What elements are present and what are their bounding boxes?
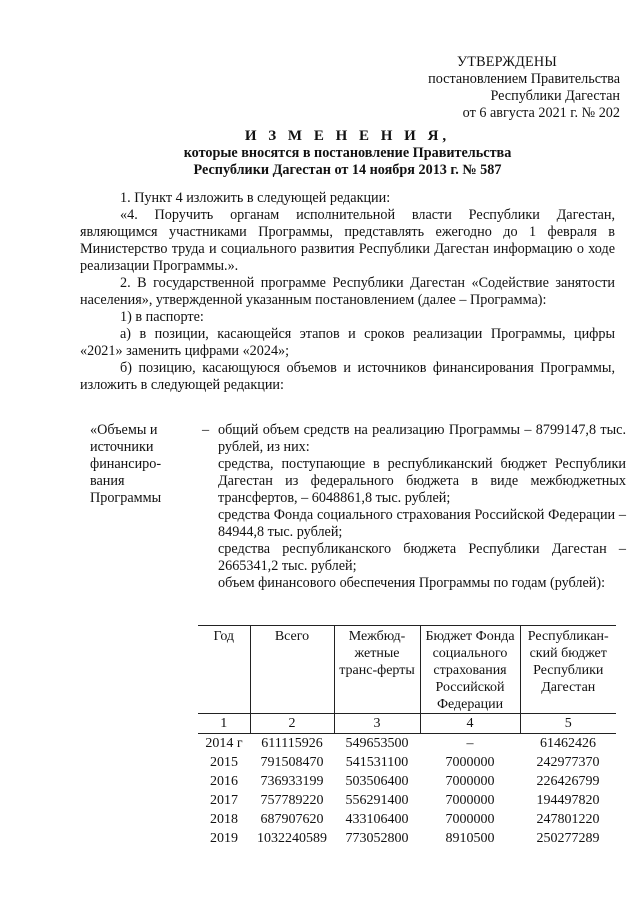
table-cell: 7000000 — [445, 755, 495, 770]
table-cell: 556291400 — [345, 793, 409, 808]
table-cell: 773052800 — [345, 831, 409, 846]
table-cell: 1032240589 — [257, 831, 327, 846]
passport-label-line: Программы — [90, 490, 162, 506]
table-cell: 433106400 — [345, 812, 409, 827]
table-cell: 7000000 — [445, 774, 495, 789]
table-cell: 194497820 — [536, 793, 600, 808]
table-cell: 250277289 — [536, 831, 600, 846]
paragraph: а) в позиции, касающейся этапов и сроков реализации Программы, цифры «2021» заменить цифрами «2024»; — [80, 326, 615, 359]
table-header-row — [198, 626, 616, 714]
table-cell: 61462426 — [540, 736, 596, 751]
document-body — [80, 190, 615, 394]
table-row — [198, 753, 616, 772]
passport-item: средства республиканского бюджета Республики Дагестан – 2665341,2 тыс. рублей; — [218, 541, 626, 574]
passport-item: средства, поступающие в республиканский бюджет Республики Дагестан из федерального бюджета в виде межбюджетных трансфертов, – 6048861,8 тыс. рублей; — [218, 456, 626, 506]
table-cell: 7000000 — [445, 812, 495, 827]
table-cell: 503506400 — [345, 774, 409, 789]
table-cell: 757789220 — [260, 793, 324, 808]
approval-date: от 6 августа 2021 г. № 202 — [462, 105, 620, 121]
column-header: Всего — [250, 626, 334, 714]
approval-line: постановлением Правительства — [428, 71, 620, 87]
document-title — [80, 128, 615, 179]
table-cell: 8910500 — [445, 831, 495, 846]
column-header: Межбюд-жетные транс-ферты — [334, 626, 420, 714]
paragraph: «4. Поручить органам исполнительной власти Республики Дагестан, являющимся участниками Программы, представлять ежегодно до 1 февраля в Министерство труда и социального развития Республики Дагестан информацию о ходе реализации Программы.». — [80, 207, 615, 274]
column-number: 1 — [198, 714, 250, 734]
column-number: 3 — [334, 714, 420, 734]
table-cell: 2019 — [210, 831, 238, 846]
table-cell: 611115926 — [261, 736, 323, 751]
table-cell: 549653500 — [345, 736, 409, 751]
table-row — [198, 829, 616, 848]
financing-table — [198, 625, 616, 848]
column-number-row — [198, 714, 616, 734]
passport-label-line: источники — [90, 439, 154, 455]
passport-item: общий объем средств на реализацию Программы – 8799147,8 тыс. рублей, из них: — [218, 422, 626, 455]
passport-label-line: «Объемы и — [90, 422, 158, 438]
table-cell: 2015 — [210, 755, 238, 770]
column-header: Республикан-ский бюджет Республики Дагестан — [520, 626, 616, 714]
table-row — [198, 772, 616, 791]
column-header: Бюджет Фонда социального страхования Российской Федерации — [420, 626, 520, 714]
paragraph: б) позицию, касающуюся объемов и источников финансирования Программы, изложить в следующей редакции: — [80, 360, 615, 393]
column-number: 4 — [420, 714, 520, 734]
passport-content — [218, 422, 626, 592]
table-cell: 2016 — [210, 774, 238, 789]
column-header: Год — [198, 626, 250, 714]
passport-item: средства Фонда социального страхования Российской Федерации – 84944,8 тыс. рублей; — [218, 507, 626, 540]
paragraph: 1. Пункт 4 изложить в следующей редакции: — [120, 190, 391, 206]
table-cell: 791508470 — [260, 755, 324, 770]
table-cell: 2014 г — [205, 736, 243, 751]
passport-label — [90, 422, 190, 507]
table-cell: 242977370 — [536, 755, 600, 770]
table-row — [198, 791, 616, 810]
passport-label-line: вания — [90, 473, 125, 489]
table-cell: 736933199 — [260, 774, 324, 789]
table-row — [198, 810, 616, 829]
table-cell: 2017 — [210, 793, 238, 808]
title-heading: И З М Е Н Е Н И Я, — [244, 128, 451, 144]
passport-item: объем финансового обеспечения Программы по годам (рублей): — [218, 575, 606, 591]
passport-label-line: финансиро- — [90, 456, 162, 472]
column-number: 2 — [250, 714, 334, 734]
approval-heading: УТВЕРЖДЕНЫ — [457, 54, 557, 70]
table-row — [198, 734, 616, 754]
column-number: 5 — [520, 714, 616, 734]
passport-dash: – — [202, 422, 210, 438]
table-cell: 7000000 — [445, 793, 495, 808]
paragraph: 2. В государственной программе Республики Дагестан «Содействие занятости населения», утвержденной указанным постановлением (далее – Программа): — [80, 275, 615, 308]
table-cell: 687907620 — [260, 812, 324, 827]
table-cell: 2018 — [210, 812, 238, 827]
table-cell: – — [466, 736, 474, 751]
approval-block — [380, 54, 620, 122]
table-cell: 226426799 — [536, 774, 600, 789]
title-line: которые вносятся в постановление Правительства — [183, 145, 512, 161]
table-cell: 247801220 — [536, 812, 600, 827]
approval-line: Республики Дагестан — [490, 88, 620, 104]
table-cell: 541531100 — [345, 755, 409, 770]
title-line: Республики Дагестан от 14 ноября 2013 г. № 587 — [193, 162, 502, 178]
paragraph: 1) в паспорте: — [120, 309, 204, 325]
